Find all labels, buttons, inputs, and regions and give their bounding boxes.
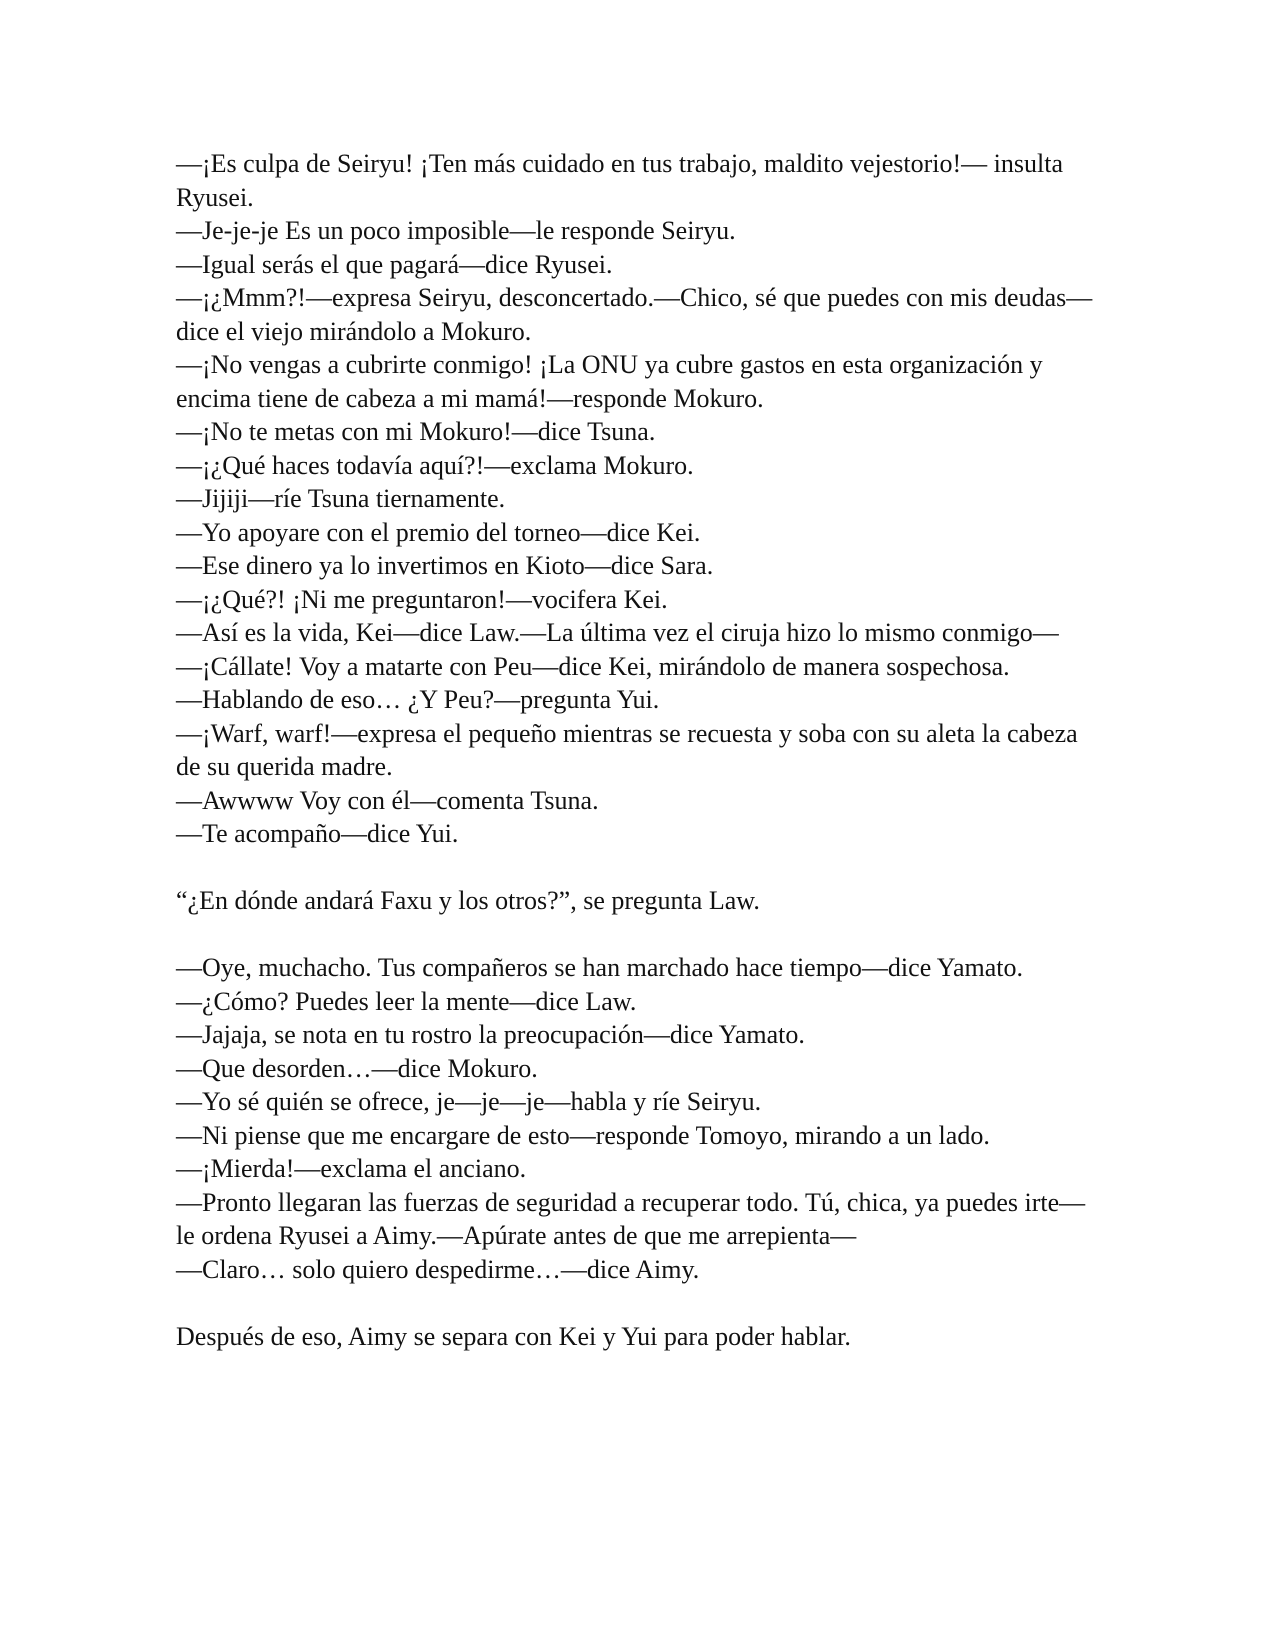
paragraph: —Ni piense que me encargare de esto—responde Tomoyo, mirando a un lado.: [176, 1120, 990, 1150]
paragraph: —¡Cállate! Voy a matarte con Peu—dice Kei, mirándolo de manera sospechosa.: [176, 651, 1010, 681]
paragraph: —Jajaja, se nota en tu rostro la preocupación—dice Yamato.: [176, 1020, 805, 1049]
paragraph: —Claro… solo quiero despedirme…—dice Aimy.: [176, 1254, 700, 1284]
paragraph: —¿Cómo? Puedes leer la mente—dice Law.: [176, 986, 637, 1016]
paragraph: —¡Es culpa de Seiryu! ¡Ten más cuidado en tus trabajo, maldito vejestorio!— insulta Ryusei.: [176, 149, 1064, 212]
paragraph: —¡¿Qué?! ¡Ni me preguntaron!—vocifera Kei.: [176, 584, 668, 614]
paragraph: Después de eso, Aimy se separa con Kei y Yui para poder hablar.: [176, 1321, 851, 1351]
paragraph: —Pronto llegaran las fuerzas de seguridad a recuperar todo. Tú, chica, ya puedes irte—le ordena Ryusei a Aimy.—Apúrate antes de que me arrepienta—: [176, 1187, 1086, 1250]
paragraph-gap: [176, 851, 1096, 885]
paragraph: —¡¿Qué haces todavía aquí?!—exclama Mokuro.: [176, 450, 694, 480]
paragraph: —Awwww Voy con él—comenta Tsuna.: [176, 785, 599, 815]
paragraph: “¿En dónde andará Faxu y los otros?”, se pregunta Law.: [176, 886, 760, 915]
paragraph: —Igual serás el que pagará—dice Ryusei.: [176, 249, 613, 279]
paragraph: —Yo apoyare con el premio del torneo—dice Kei.: [176, 517, 701, 547]
paragraph: —Jijiji—ríe Tsuna tiernamente.: [176, 484, 506, 513]
paragraph: —Ese dinero ya lo invertimos en Kioto—dice Sara.: [176, 551, 714, 580]
paragraph: —¡No vengas a cubrirte conmigo! ¡La ONU ya cubre gastos en esta organización y encima tiene de cabeza a mi mamá!—responde Mokuro.: [176, 350, 1043, 413]
paragraph: —Oye, muchacho. Tus compañeros se han marchado hace tiempo—dice Yamato.: [176, 953, 1023, 982]
paragraph-gap: [176, 1286, 1096, 1320]
paragraph: —Que desorden…—dice Mokuro.: [176, 1053, 538, 1083]
document-body: [176, 147, 1096, 1353]
paragraph: —¡¿Mmm?!—expresa Seiryu, desconcertado.—Chico, sé que puedes con mis deudas—dice el viejo mirándolo a Mokuro.: [176, 283, 1093, 346]
paragraph-gap: [176, 918, 1096, 952]
paragraph: —Je-je-je Es un poco imposible—le responde Seiryu.: [176, 216, 736, 245]
paragraph: —¡Mierda!—exclama el anciano.: [176, 1154, 527, 1183]
paragraph: —¡Warf, warf!—expresa el pequeño mientras se recuesta y soba con su aleta la cabeza de su querida madre.: [176, 718, 1078, 781]
paragraph: —Así es la vida, Kei—dice Law.—La última vez el ciruja hizo lo mismo conmigo—: [176, 618, 1059, 647]
paragraph: —Hablando de eso… ¿Y Peu?—pregunta Yui.: [176, 685, 660, 714]
paragraph: —Te acompaño—dice Yui.: [176, 819, 459, 848]
paragraph: —¡No te metas con mi Mokuro!—dice Tsuna.: [176, 417, 656, 446]
paragraph: —Yo sé quién se ofrece, je—je—je—habla y ríe Seiryu.: [176, 1087, 762, 1116]
